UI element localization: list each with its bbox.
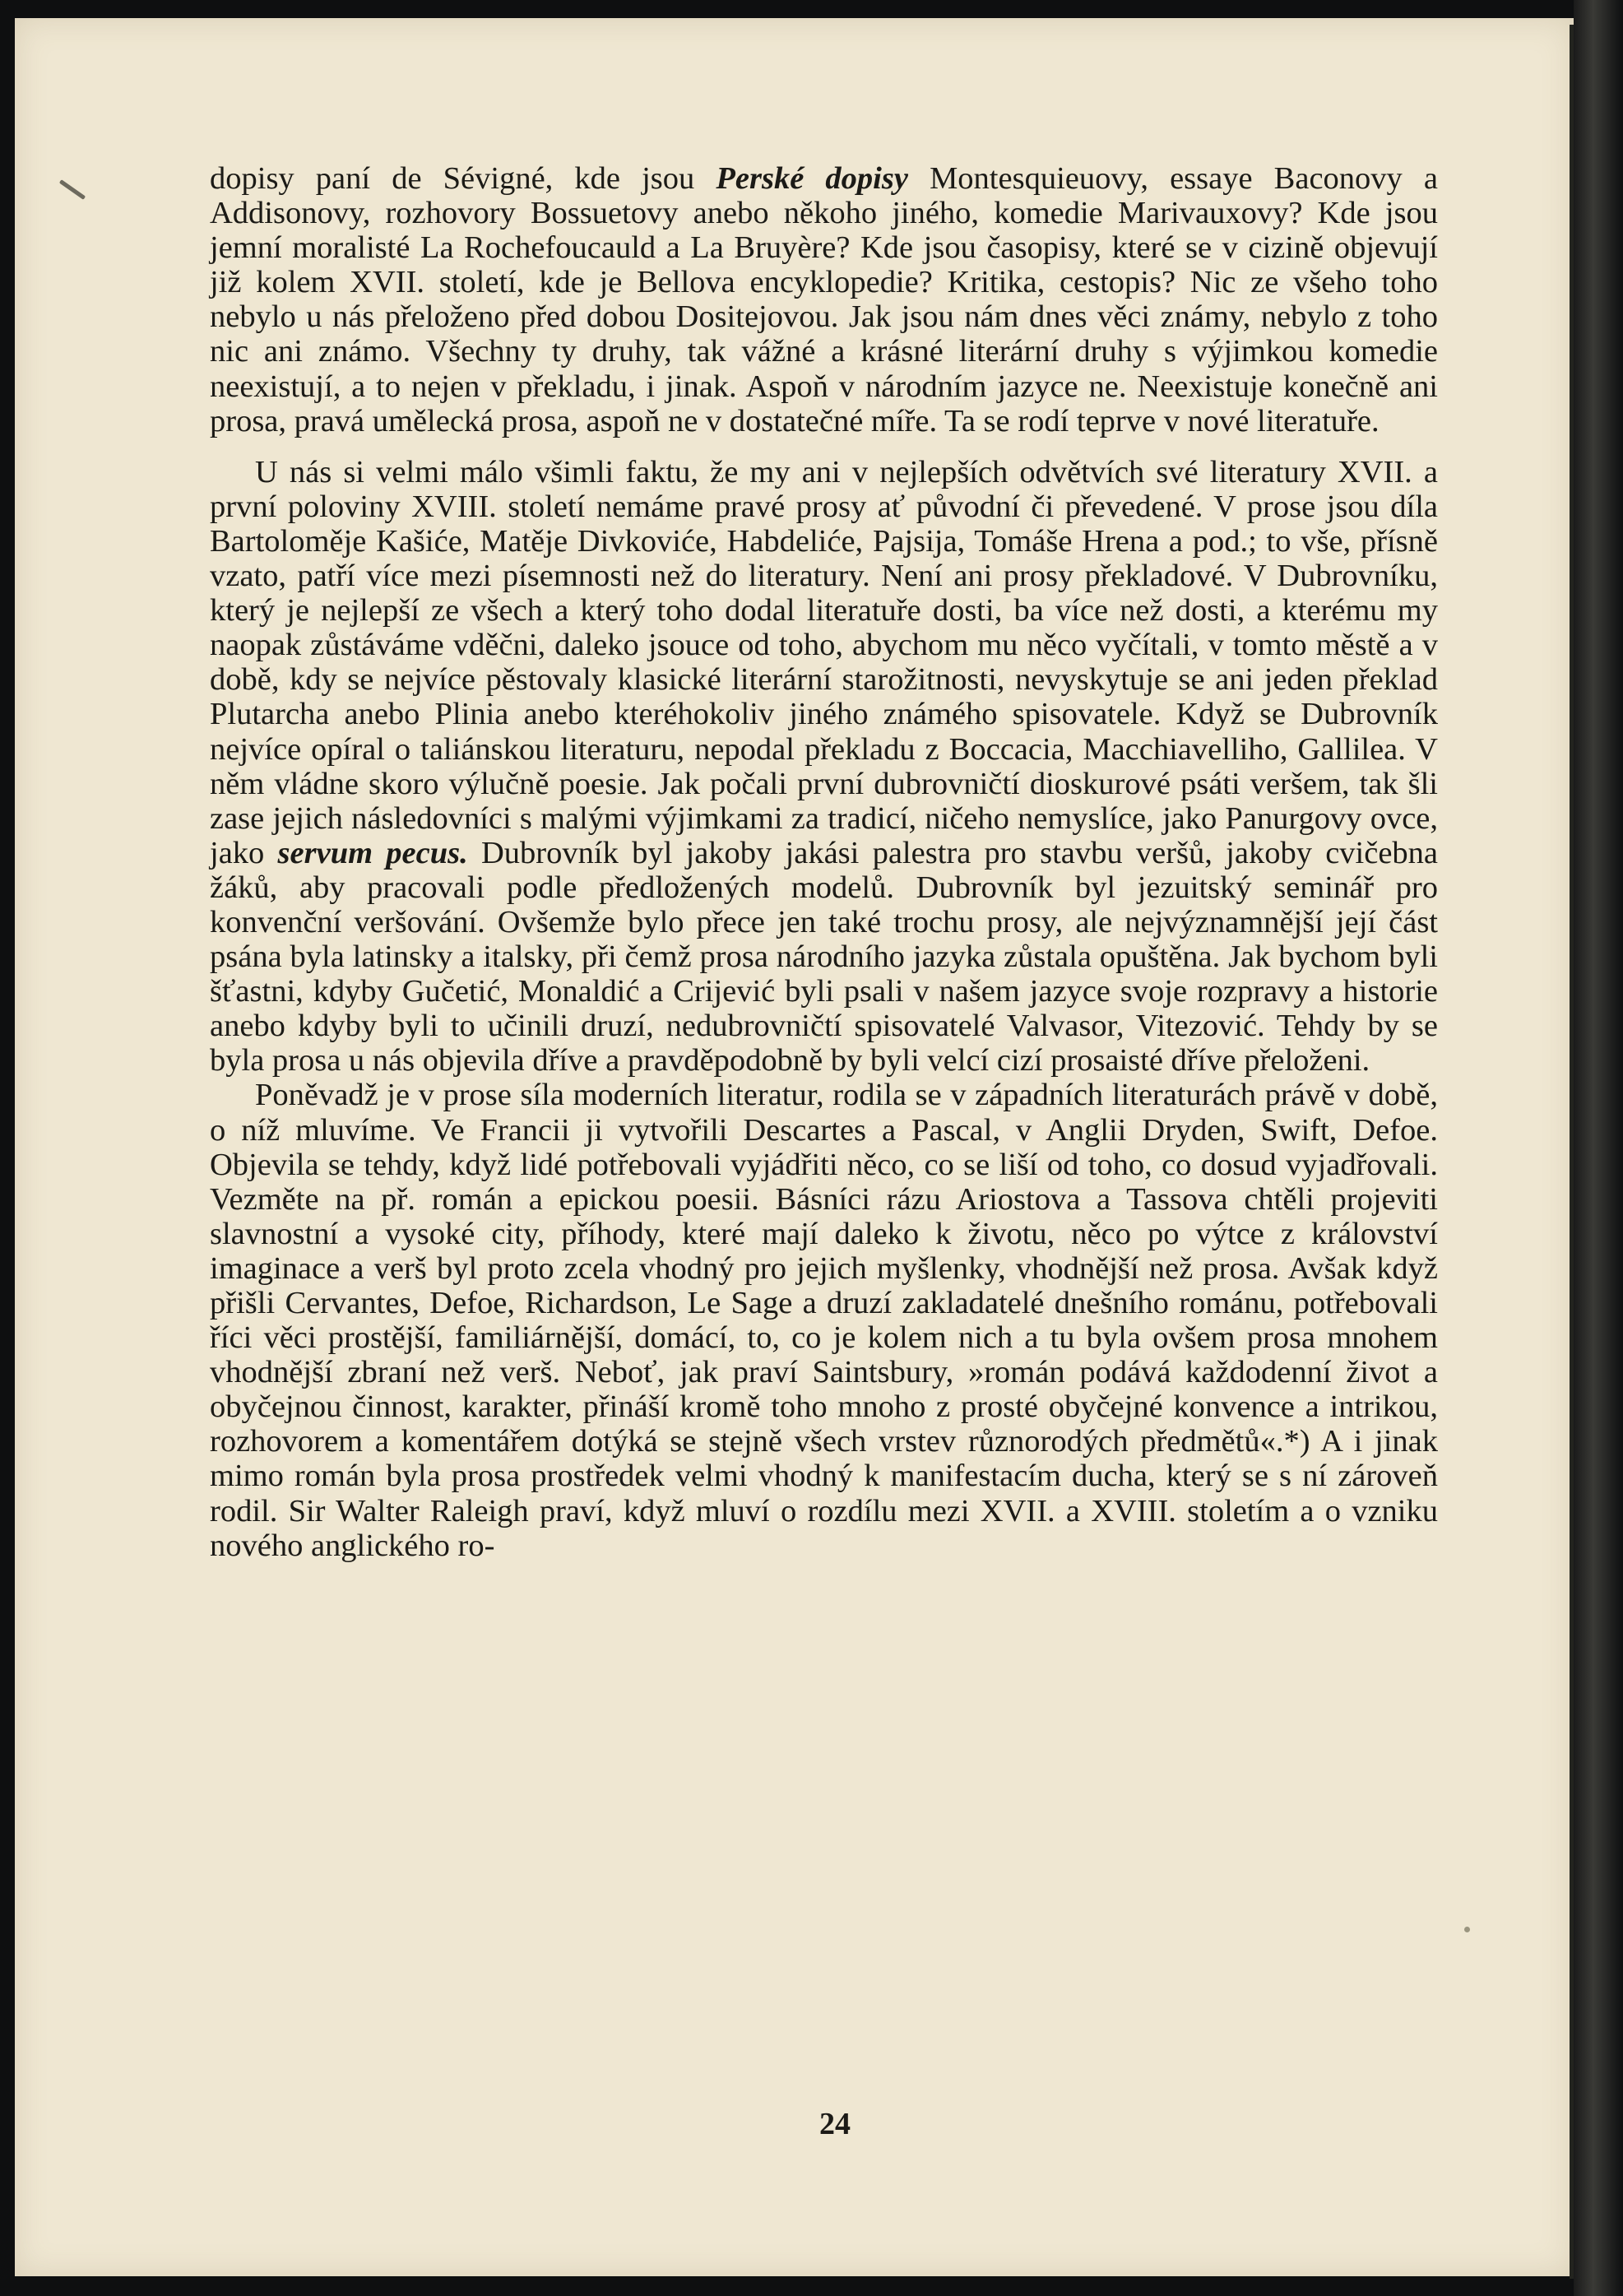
body-text	[210, 161, 1438, 1563]
paragraph-2-segment-3: Dubrovník byl jakoby jakási palestra pro stavbu veršů, jakoby cvičebna žáků, aby pracovali podle předložených modelů. Dubrovník byl jezuitský seminář pro konvenční veršování. Ovšemže bylo přece jen také trochu prosy, ale nejvýznamnější její část psána byla latinsky a italsky, při čemž prosa národního jazyka zůstala opuštěna. Jak bychom byli šťastni, kdyby Gučetić, Monaldić a Crijević byli psali v našem jazyce svoje rozpravy a historie anebo kdyby byli to učinili druzí, nedubrovničtí spisovatelé Valvasor, Vitezović. Tehdy by se byla prosa u nás objevila dříve a pravděpodobně by byli velcí cizí prosaisté dříve přeloženi.	[210, 835, 1438, 1078]
paragraph-2-italic-phrase: servum pecus.	[277, 835, 468, 870]
paragraph-2	[210, 455, 1438, 1078]
margin-speck	[1464, 1927, 1470, 1932]
paragraph-3-segment-1: Poněvadž je v prose síla moderních literatur, rodila se v západních literaturách právě v době, o níž mluvíme. Ve Francii ji vytvořili Descartes a Pascal, v Anglii Dryden, Swift, Defoe. Objevila se tehdy, když lidé potřebovali vyjádřiti něco, co se liší od toho, co dosud vyjadřovali. Vezměte na př. román a epickou poesii. Básníci rázu Ariostova a Tassova chtěli projeviti slavnostní a vysoké city, příhody, které mají daleko k životu, něco po výtce z království imaginace a verš byl proto zcela vhodný pro jejich myšlenky, vhodnější než prosa. Avšak když přišli Cervantes, Defoe, Richardson, Le Sage a druzí zakladatelé dnešního románu, potřebovali říci věci prostější, familiárnější, domácí, to, co je kolem nich a tu byla ovšem prosa mnohem vhodnější zbraní než verš. Neboť, jak praví Saintsbury, »román podává každodenní život a obyčejnou činnost, karakter, přináší kromě toho mnoho z prosté obyčejné konvence a intrikou, rozhovorem a komentářem dotýká se stejně všech vrstev různorodých předmětů«.*) A i jinak mimo román byla prosa prostředek velmi vhodný k manifestacím ducha, který se s ní zároveň rodil. Sir Walter Raleigh praví, když mluví o rozdílu mezi XVII. a XVIII. stoletím a o vzniku nového anglického ro-	[210, 1078, 1438, 1563]
page-number: 24	[819, 2107, 851, 2141]
book-binding	[1574, 0, 1623, 2296]
paragraph-1-italic-title: Perské dopisy	[716, 161, 908, 196]
paragraph-1-segment-3: Montesquieuovy, essaye Baconovy a Addisonovy, rozhovory Bossuetovy anebo někoho jiného, komedie Marivauxovy? Kde jsou jemní moralisté La Rochefoucauld a La Bruyère? Kde jsou časopisy, které se v cizině objevují již kolem XVII. století, kde je Bellova encyklopedie? Kritika, cestopis? Nic ze všeho toho nebylo u nás přeloženo před dobou Dositejovou. Jak jsou nám dnes věci známy, nebylo z toho nic ani známo. Všechny ty druhy, tak vážné a krásné literární druhy s výjimkou komedie neexistují, a to nejen v překladu, i jinak. Aspoň v národním jazyce ne. Neexistuje konečně ani prosa, pravá umělecká prosa, aspoň ne v dostatečné míře. Ta se rodí teprve v nové literatuře.	[210, 161, 1438, 438]
paragraph-1-segment-1: dopisy paní de Sévigné, kde jsou	[210, 161, 716, 196]
paragraph-2-segment-1: U nás si velmi málo všimli faktu, že my ani v nejlepších odvětvích své literatury XVII. a první poloviny XVIII. století nemáme pravé prosy ať původní či převedené. V prose jsou díla Bartoloměje Kašiće, Matěje Divkoviće, Habdeliće, Pajsija, Tomáše Hrena a pod.; to vše, přísně vzato, patří více mezi písemnosti než do literatury. Není ani prosy překladové. V Dubrovníku, který je nejlepší ze všech a který toho dodal literatuře dosti, ba více než dosti, a kterému my naopak zůstáváme vděčni, daleko jsouce od toho, abychom mu něco vyčítali, v tomto městě a v době, kdy se nejvíce pěstovaly klasické literární starožitnosti, nevyskytuje se ani jeden překlad Plutarcha anebo Plinia anebo kteréhokoliv jiného známého spisovatele. Když se Dubrovník nejvíce opíral o taliánskou literaturu, nepodal překladu z Boccacia, Macchiavelliho, Gallilea. V něm vládne skoro výlučně poesie. Jak počali první dubrovničtí dioskurové psáti veršem, tak šli zase jejich následovníci s malými výjimkami za tradicí, ničeho nemyslíce, jako Panurgovy ovce, jako	[210, 454, 1438, 870]
paragraph-3	[210, 1078, 1438, 1562]
paragraph-1	[210, 161, 1438, 438]
